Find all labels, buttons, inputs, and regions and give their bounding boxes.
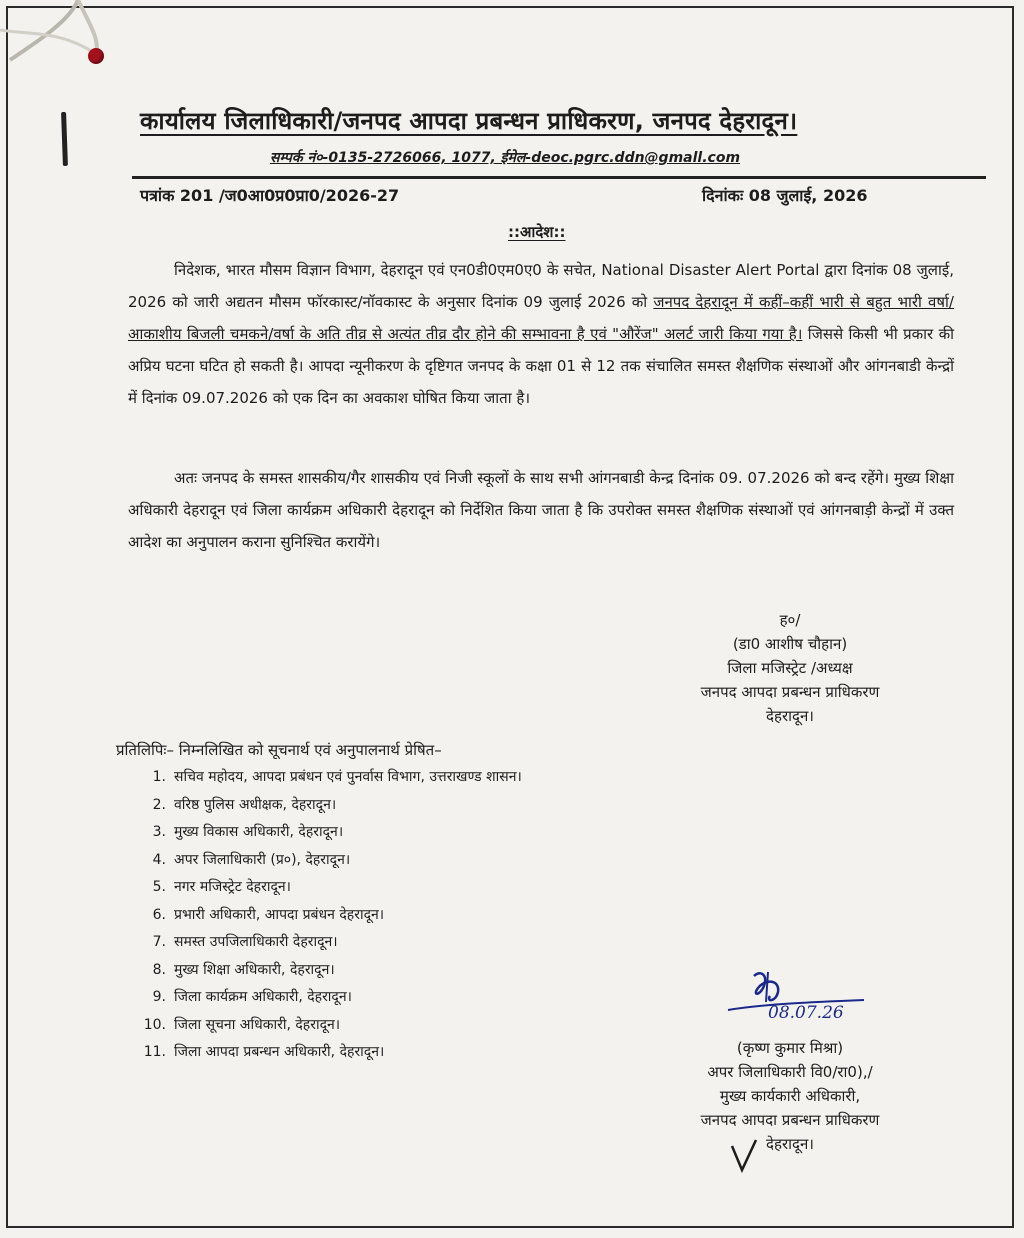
file-tag-string <box>0 0 140 90</box>
copy-to-item <box>138 929 522 957</box>
order-paragraph-2: अतः जनपद के समस्त शासकीय/गैर शासकीय एवं निजी स्कूलों के साथ सभी आंगनबाडी केन्द्र दिनांक 09. 07.2026 को बन्द रहेंगे। मुख्य शिक्षा अधिकारी देहरादून एवं जिला कार्यक्रम अधिकारी देहरादून को निर्देशित किया जाता है कि उपरोक्त समस्त शैक्षणिक संस्थाओं एवं आंगनबाड़ी केन्द्रों में उक्त आदेश का अनुपालन कराना सुनिश्चित करायेंगे। <box>128 469 954 551</box>
copy-to-item-text: जिला आपदा प्रबन्धन अधिकारी, देहरादून। <box>174 1044 385 1060</box>
copy-to-item <box>138 1012 522 1040</box>
copy-to-item-number: 5. <box>152 879 166 895</box>
copy-to-item <box>138 984 522 1012</box>
copy-to-item-text: नगर मजिस्ट्रेट देहरादून। <box>174 879 291 895</box>
copy-to-item-text: सचिव महोदय, आपदा प्रबंधन एवं पुनर्वास विभाग, उत्तराखण्ड शासन। <box>174 769 522 785</box>
copy-to-item-text: प्रभारी अधिकारी, आपदा प्रबंधन देहरादून। <box>174 906 385 923</box>
office-title: कार्यालय जिलाधिकारी/जनपद आपदा प्रबन्धन प्राधिकरण, जनपद देहरादून। <box>140 107 798 135</box>
copy-to-item-text: जिला सूचना अधिकारी, देहरादून। <box>174 1016 341 1033</box>
handwritten-date: 08.07.26 <box>768 1003 844 1023</box>
copy-to-item-text: जिला कार्यक्रम अधिकारी, देहरादून। <box>174 989 352 1005</box>
copy-to-item-number: 7. <box>152 934 166 950</box>
copy-to-item-number: 9. <box>152 989 166 1005</box>
letter-date: दिनांकः 08 जुलाई, 2026 <box>702 186 868 205</box>
para1-start: निदेशक, भारत मौसम विज्ञान विभाग, देहरादून एवं एन0डी0एम0ए0 के सचेत, National Disaster Alert Portal द्वारा दिनांक 08 जुलाई, 2026 को जारी अद्यतन मौसम फॉरकास्ट/नॉवकास्ट के अनुसार दिनांक 09 जुलाई 2026 को <box>128 261 954 311</box>
copy-to-item-text: अपर जिलाधिकारी (प्र०), देहरादून। <box>174 851 351 868</box>
copy-to-item-number: 11. <box>143 1044 166 1060</box>
copy-to-item-number: 8. <box>152 961 166 978</box>
copy-to-item <box>138 792 522 820</box>
signatory-designation: जिला मजिस्ट्रेट /अध्यक्ष <box>727 659 853 677</box>
para1-end: जिससे किसी भी प्रकार की अप्रिय घटना घटित हो सकती है। आपदा न्यूनीकरण के दृष्टिगत जनपद के कक्षा 01 से 12 तक संचालित समस्त शैक्षणिक संस्थाओं और आंगनबाडी केन्द्रों में दिनांक 09.07.2026 को एक दिन का अवकाश घोषित किया जाता है। <box>128 325 954 407</box>
header-rule <box>132 176 986 179</box>
reference-number: पत्रांक 201 /ज0आ0प्र0प्रा0/2026-27 <box>140 186 400 205</box>
order-heading: ::आदेश:: <box>508 223 566 241</box>
copy-to-item-text: मुख्य शिक्षा अधिकारी, देहरादून। <box>174 961 335 978</box>
red-pin <box>88 48 104 64</box>
copy-to-item-number: 4. <box>152 851 166 868</box>
second-signatory-name: (कृष्ण कुमार मिश्रा) <box>736 1039 844 1057</box>
copy-to-item <box>138 902 522 930</box>
copy-to-item-number: 2. <box>152 796 166 813</box>
handwritten-signature <box>724 966 884 1036</box>
copy-to-list <box>138 764 522 1067</box>
signature-block-dm <box>640 608 940 728</box>
copy-to-item <box>138 764 522 792</box>
signatory-place: देहरादून। <box>766 707 814 725</box>
signatory-authority: जनपद आपदा प्रबन्धन प्राधिकरण <box>700 683 880 701</box>
second-signatory-place: देहरादून। <box>766 1135 814 1153</box>
copy-to-item-number: 10. <box>143 1016 166 1033</box>
copy-to-item-text: मुख्य विकास अधिकारी, देहरादून। <box>174 824 344 840</box>
copy-to-item <box>138 957 522 985</box>
order-paragraph-1 <box>128 254 954 414</box>
copy-to-item <box>138 874 522 902</box>
copy-to-item-number: 6. <box>152 906 166 923</box>
copy-to-item-number: 3. <box>152 824 166 840</box>
copy-to-item <box>138 847 522 875</box>
copy-to-item <box>138 819 522 847</box>
copy-to-item-number: 1. <box>152 769 166 785</box>
copy-to-item-text: समस्त उपजिलाधिकारी देहरादून। <box>174 934 338 950</box>
second-signatory-designation: अपर जिलाधिकारी वि0/रा0),/ <box>707 1063 873 1081</box>
tick-mark <box>730 1138 760 1174</box>
second-signatory-role: मुख्य कार्यकारी अधिकारी, <box>719 1087 861 1105</box>
signed-mark: ह०/ <box>779 611 801 629</box>
signatory-name: (डा0 आशीष चौहान) <box>732 635 848 653</box>
contact-line: सम्पर्क नं०-0135-2726066, 1077, ईमेल-deoc.pgrc.ddn@gmall.com <box>270 150 741 166</box>
signature-block-adm <box>640 1036 940 1156</box>
copy-to-item <box>138 1039 522 1067</box>
second-signatory-authority: जनपद आपदा प्रबन्धन प्राधिकरण <box>700 1111 880 1129</box>
copy-to-item-text: वरिष्ठ पुलिस अधीक्षक, देहरादून। <box>174 796 337 813</box>
copy-to-intro: प्रतिलिपिः– निम्नलिखित को सूचनार्थ एवं अनुपालनार्थ प्रेषित– <box>116 741 442 759</box>
para1-highlight: जनपद देहरादून में कहीं–कहीं भारी से बहुत भारी वर्षा/आकाशीय बिजली चमकने/वर्षा के अति तीव्र से अत्यंत तीव्र दौर होने की सम्भावना है एवं "औरेंज" अलर्ट जारी किया गया है। <box>128 293 954 343</box>
